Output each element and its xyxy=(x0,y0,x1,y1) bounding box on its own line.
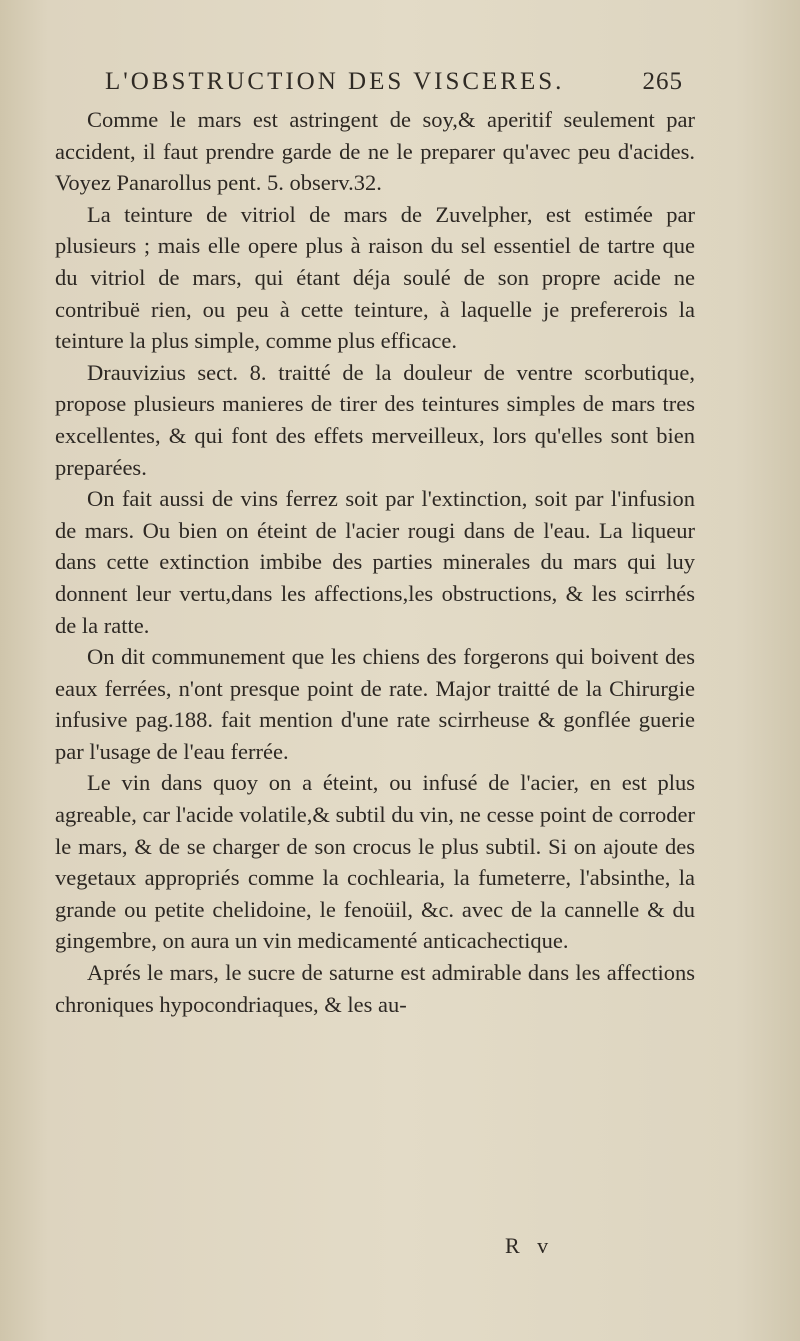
paragraph: Le vin dans quoy on a éteint, ou infusé de l'acier, en est plus agreable, car l'acide volatile,& subtil du vin, ne cesse point de corroder le mars, & de se charger de son crocus le plus subtil. Si on ajoute des vegetaux appropriés comme la cochlearia, la fumeterre, l'absinthe, la grande ou petite chelidoine, le fenoüil, &c. avec de la cannelle & du gingembre, on aura un vin medicamenté anticachectique. xyxy=(55,770,695,954)
paragraph: Drauvizius sect. 8. traitté de la douleur de ventre scorbutique, propose plusieurs manieres de tirer des teintures simples de mars tres excellentes, & qui font des effets merveilleux, lors qu'elles sont bien preparées. xyxy=(55,359,695,480)
body-text xyxy=(55,104,695,1020)
paragraph: Comme le mars est astringent de soy,& aperitif seulement par accident, il faut prendre garde de ne le preparer qu'avec peu d'acides. Voyez Panarollus pent. 5. observ.32. xyxy=(55,107,695,196)
paragraph: Aprés le mars, le sucre de saturne est admirable dans les affections chroniques hypocondriaques, & les au- xyxy=(55,960,695,1017)
page-number: 265 xyxy=(642,68,683,95)
signature-mark: R v xyxy=(505,1233,555,1258)
paragraph: La teinture de vitriol de mars de Zuvelpher, est estimée par plusieurs ; mais elle opere plus à raison du sel essentiel de tartre que du vitriol de mars, qui étant déja soulé de son propre acide ne contribuë rien, ou peu à cette teinture, à laquelle je prefererois la teinture la plus simple, comme plus efficace. xyxy=(55,201,695,354)
running-title: L'OBSTRUCTION DES VISCERES. xyxy=(105,68,565,95)
paragraph: On dit communement que les chiens des forgerons qui boivent des eaux ferrées, n'ont presque point de rate. Major traitté de la Chirurgie infusive pag.188. fait mention d'une rate scirrheuse & gonflée guerie par l'usage de l'eau ferrée. xyxy=(55,644,695,764)
paragraph: On fait aussi de vins ferrez soit par l'extinction, soit par l'infusion de mars. Ou bien on éteint de l'acier rougi dans de l'eau. La liqueur dans cette extinction imbibe des parties minerales du mars qui luy donnent leur vertu,dans les affections,les obstructions, & les scirrhés de la ratte. xyxy=(55,486,695,638)
running-header xyxy=(105,68,705,108)
